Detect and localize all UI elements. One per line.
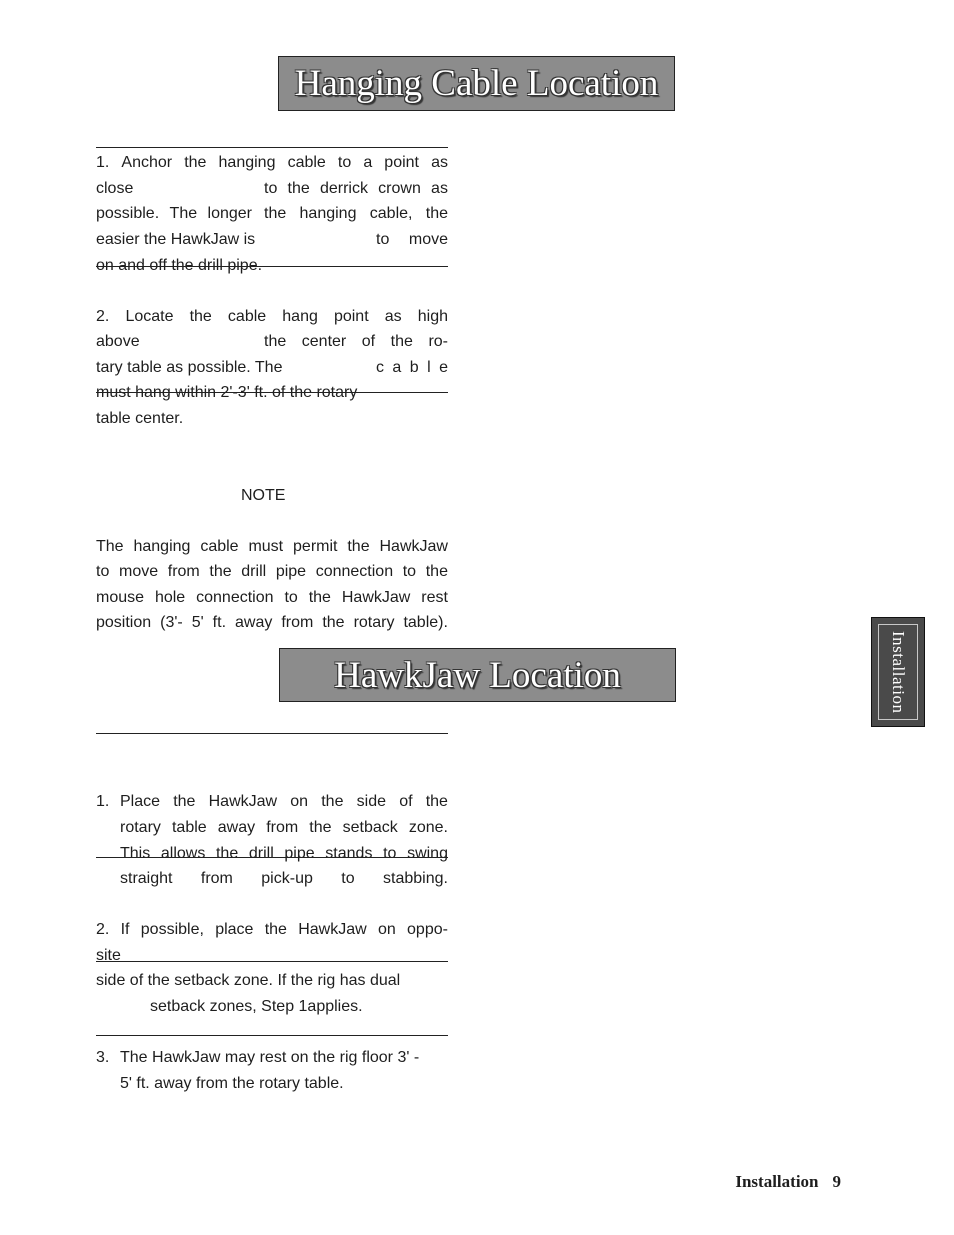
word: place	[215, 921, 254, 938]
word: The	[169, 205, 198, 222]
word: as	[431, 180, 448, 197]
word: the	[264, 205, 287, 222]
word: to	[376, 231, 390, 248]
paragraph-line	[96, 355, 448, 380]
divider-rule	[96, 961, 448, 962]
word: cable	[227, 308, 267, 325]
word: the	[425, 205, 448, 222]
word: to	[383, 845, 397, 862]
word: from	[200, 870, 233, 887]
note-line	[96, 534, 448, 559]
word: pick-up	[261, 870, 313, 887]
note-line	[96, 559, 448, 584]
section-title-hawkjaw-location	[279, 648, 676, 702]
word: point	[333, 308, 369, 325]
paragraph-line: must hang within 2'-3' ft. of the rotary	[96, 384, 358, 401]
line-segment: easier the HawkJaw is	[96, 231, 256, 248]
word: rest	[421, 589, 448, 606]
word: mouse	[96, 589, 145, 606]
word: hanging	[218, 154, 276, 171]
word: possible,	[140, 921, 204, 938]
word: pipe	[275, 563, 307, 580]
word: of	[361, 333, 376, 350]
word: move	[408, 231, 448, 248]
list-number: 3.	[96, 1049, 110, 1066]
footer-label: Installation	[735, 1172, 819, 1191]
word: zone.	[408, 819, 448, 836]
word: to	[284, 589, 298, 606]
list-item-line: 5' ft. away from the rotary table.	[120, 1075, 344, 1092]
word: the	[390, 333, 413, 350]
word: the	[209, 563, 232, 580]
word: stabbing.	[383, 870, 448, 887]
page-footer	[735, 1172, 841, 1192]
word: hanging	[133, 538, 191, 555]
word: connection	[315, 563, 394, 580]
side-tab-installation	[871, 617, 925, 727]
list-item-line: site	[96, 947, 121, 964]
word: must	[248, 538, 284, 555]
line-segment: tary table as possible. The	[96, 359, 283, 376]
word: HawkJaw	[208, 793, 278, 810]
word: the	[425, 793, 448, 810]
word: c	[376, 359, 384, 376]
word: the	[189, 308, 212, 325]
word: the	[264, 333, 287, 350]
line-segment: above	[96, 333, 140, 350]
word: This	[120, 845, 151, 862]
word: If	[120, 921, 130, 938]
word: the	[184, 154, 207, 171]
word: b	[409, 359, 419, 376]
list-item-line	[120, 789, 448, 814]
page-number: 9	[832, 1172, 841, 1191]
word: cable	[200, 538, 239, 555]
word: the	[173, 793, 196, 810]
word: position	[96, 614, 152, 631]
word: 5'	[191, 614, 204, 631]
section-title-text: HawkJaw Location	[334, 654, 621, 696]
word: allows	[160, 845, 206, 862]
word: Place	[120, 793, 161, 810]
word: drill	[248, 845, 274, 862]
word: table	[171, 819, 207, 836]
word: oppo-	[407, 921, 448, 938]
word: pipe	[284, 845, 315, 862]
word: point	[384, 154, 419, 171]
word: from	[167, 563, 200, 580]
paragraph-line	[96, 304, 448, 329]
word: straight	[120, 870, 173, 887]
word: longer	[207, 205, 252, 222]
word: a	[363, 154, 373, 171]
word: the	[321, 793, 344, 810]
side-tab-label: Installation	[889, 630, 908, 714]
word: a	[392, 359, 402, 376]
word: permit	[293, 538, 338, 555]
word: drill	[241, 563, 267, 580]
word: table).	[403, 614, 448, 631]
note-line	[96, 585, 448, 610]
note-label: NOTE	[241, 487, 286, 504]
paragraph-line	[96, 176, 448, 201]
line-segment	[264, 176, 448, 201]
line-segment	[264, 329, 448, 354]
word: center	[301, 333, 347, 350]
word: to	[341, 870, 355, 887]
line-segment	[376, 227, 448, 252]
word: setback	[342, 819, 398, 836]
word: on	[377, 921, 396, 938]
word: hang	[282, 308, 318, 325]
word: the	[322, 614, 345, 631]
word: hanging	[299, 205, 357, 222]
list-item-line: side of the setback zone. If the rig has dual	[96, 972, 401, 989]
paragraph-line	[96, 329, 448, 354]
list-item-line: The HawkJaw may rest on the rig floor 3' -	[120, 1049, 420, 1066]
word: the	[308, 589, 331, 606]
word: 2.	[96, 308, 110, 325]
word: high	[417, 308, 448, 325]
word: HawkJaw	[298, 921, 367, 938]
word: the	[264, 921, 287, 938]
word: hole	[154, 589, 186, 606]
word: the	[287, 180, 310, 197]
line-segment	[376, 355, 448, 380]
section-title-text: Hanging Cable Location	[294, 63, 659, 104]
divider-rule	[96, 266, 448, 267]
word: l	[427, 359, 431, 376]
word: to	[402, 563, 417, 580]
word: of	[399, 793, 413, 810]
word: the	[309, 819, 332, 836]
word: HawkJaw	[341, 589, 411, 606]
word: ro-	[428, 333, 448, 350]
line-segment: close	[96, 180, 134, 197]
divider-rule	[96, 1035, 448, 1036]
word: the	[425, 563, 448, 580]
word: from	[266, 819, 299, 836]
side-tab-frame	[878, 624, 918, 720]
word: e	[439, 359, 448, 376]
list-item-line	[120, 815, 448, 840]
word: Locate	[125, 308, 174, 325]
word: ft.	[212, 614, 227, 631]
word: swing	[407, 845, 448, 862]
word: 1.	[96, 154, 110, 171]
word: rotary	[120, 819, 161, 836]
divider-rule	[96, 392, 448, 393]
note-line	[96, 610, 448, 635]
section-title-hanging-cable-location	[278, 56, 675, 111]
word: as	[384, 308, 402, 325]
line-segment	[96, 201, 252, 226]
line-segment	[264, 201, 448, 226]
word: from	[281, 614, 314, 631]
paragraph-line	[96, 227, 448, 252]
divider-rule	[96, 147, 448, 148]
word: Anchor	[121, 154, 173, 171]
list-item-line: setback zones, Step 1applies.	[150, 998, 363, 1015]
paragraph-line	[96, 150, 448, 175]
list-item-line	[96, 917, 448, 942]
word: to	[96, 563, 110, 580]
word: stands	[325, 845, 373, 862]
word: away	[217, 819, 256, 836]
word: away	[235, 614, 273, 631]
word: the	[347, 538, 370, 555]
paragraph-line: table center.	[96, 410, 184, 427]
word: possible.	[96, 205, 160, 222]
paragraph-line: on and off the drill pipe.	[96, 257, 263, 274]
word: as	[431, 154, 448, 171]
word: (3'-	[160, 614, 183, 631]
word: to	[337, 154, 352, 171]
word: the	[215, 845, 239, 862]
word: crown	[378, 180, 421, 197]
divider-rule	[96, 733, 448, 734]
word: The	[96, 538, 124, 555]
word: 2.	[96, 921, 110, 938]
list-item-line	[120, 866, 448, 891]
word: cable	[287, 154, 326, 171]
list-item-line	[120, 841, 448, 866]
word: cable,	[369, 205, 413, 222]
word: HawkJaw	[379, 538, 448, 555]
word: move	[118, 563, 159, 580]
word: rotary	[353, 614, 395, 631]
word: on	[290, 793, 309, 810]
paragraph-line	[96, 201, 448, 226]
word: connection	[196, 589, 274, 606]
word: to	[264, 180, 278, 197]
list-number: 1.	[96, 793, 110, 810]
divider-rule	[96, 857, 448, 858]
word: side	[356, 793, 387, 810]
word: derrick	[319, 180, 368, 197]
